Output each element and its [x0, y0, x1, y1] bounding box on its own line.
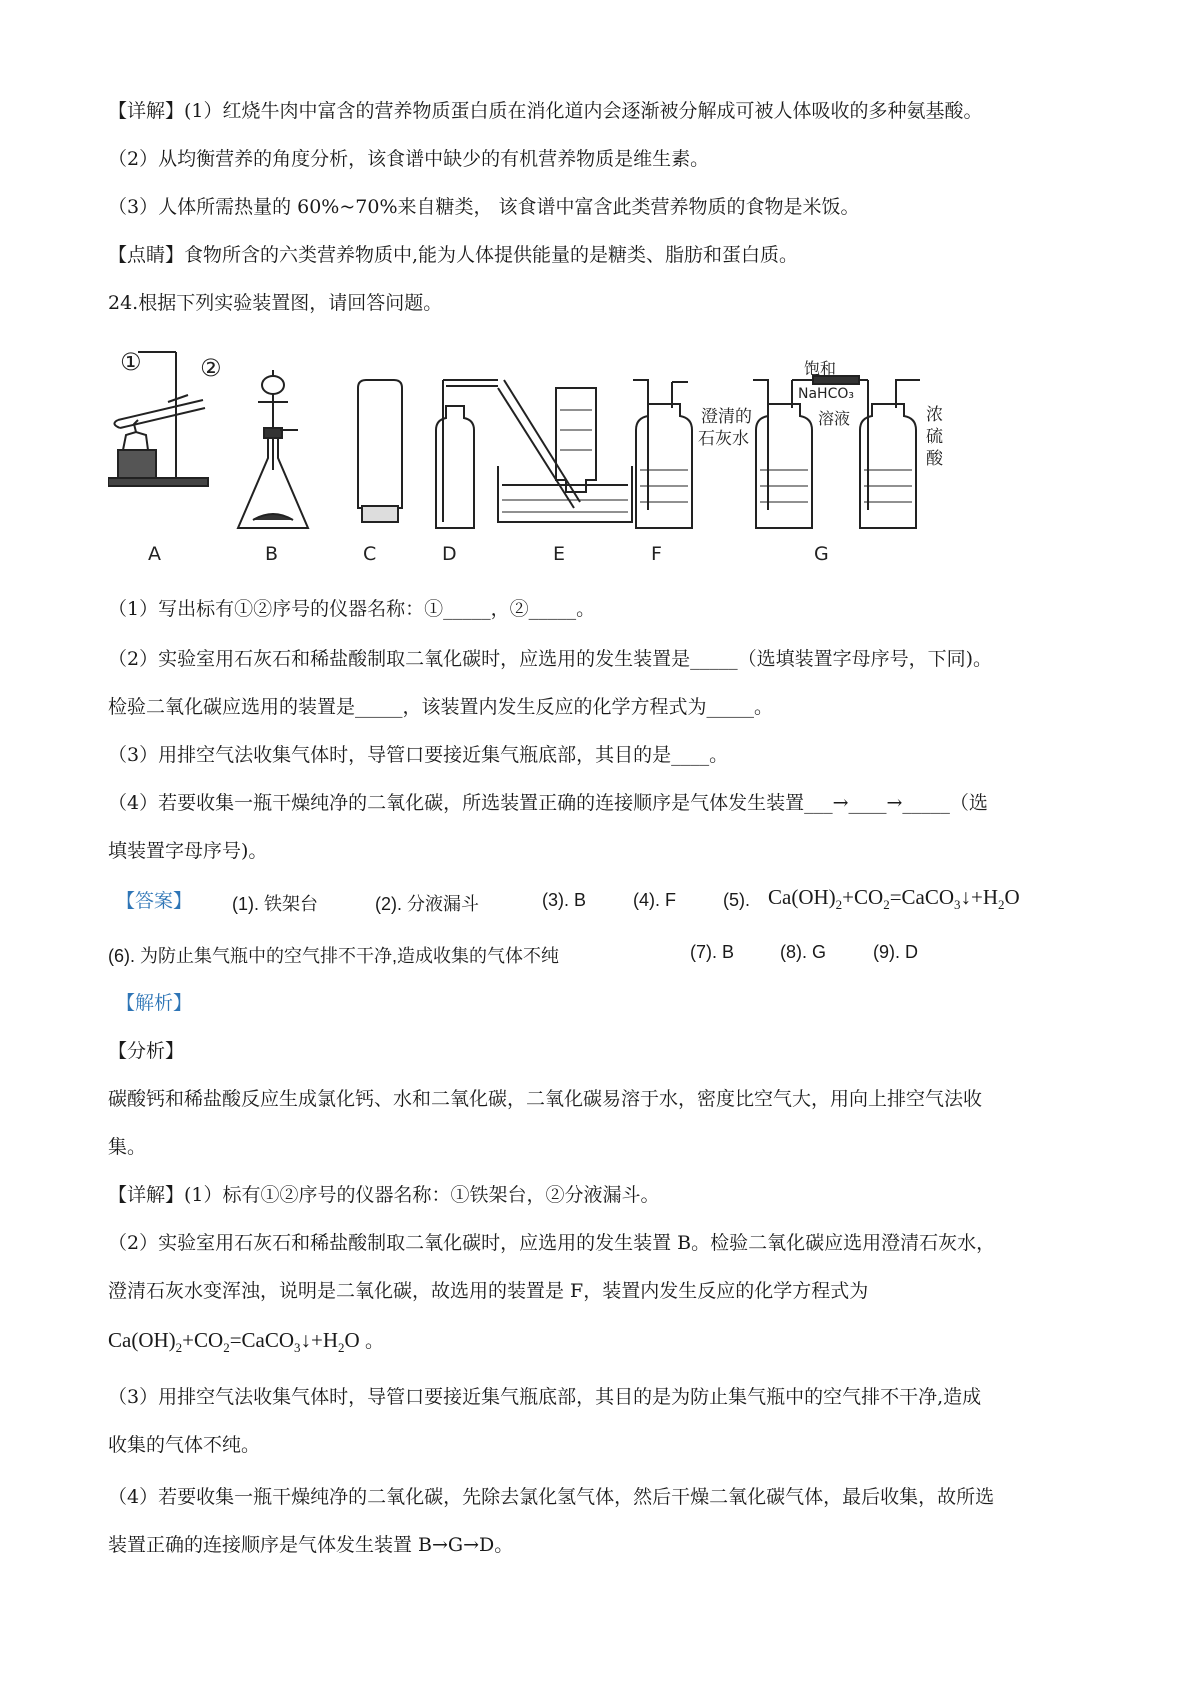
apparatus-e	[498, 380, 632, 522]
apparatus-f	[633, 380, 752, 528]
answer-8: (8). G	[780, 942, 827, 962]
answer-9: (9). D	[873, 942, 918, 962]
key-point: 【点睛】食物所含的六类营养物质中,能为人体提供能量的是糖类、脂肪和蛋白质。	[108, 244, 799, 266]
answer-2: (2). 分液漏斗	[375, 894, 480, 914]
detail-2: （2）从均衡营养的角度分析，该食谱中缺少的有机营养物质是维生素。	[108, 148, 710, 170]
label-c: C	[363, 543, 377, 565]
analysis-detail-2a: （2）实验室用石灰石和稀盐酸制取二氧化碳时，应选用的发生装置 B。检验二氧化碳应选用澄清石灰水，	[108, 1232, 996, 1254]
answer-7: (7). B	[690, 942, 735, 962]
nahco3-label-2: NaHCO₃	[798, 386, 854, 402]
equation-answer: $Ca(OH)_2+CO_2=CaCO_3↓+H_2O$	[768, 885, 1020, 913]
acid-label-2: 硫	[926, 427, 943, 447]
answer-5: (5).	[723, 890, 750, 910]
apparatus-figure	[108, 340, 1008, 570]
nahco3-label-3: 溶液	[818, 409, 851, 428]
answer-3: (3). B	[542, 890, 587, 910]
label-b: B	[265, 543, 279, 565]
sub-question-2b: 检验二氧化碳应选用的装置是_____，该装置内发生反应的化学方程式为_____。	[108, 696, 774, 718]
apparatus-d	[436, 380, 498, 528]
apparatus-b	[238, 370, 308, 528]
answer-1: (1). 铁架台	[232, 894, 319, 914]
acid-label-3: 酸	[926, 449, 943, 469]
marker-1: ①	[120, 348, 142, 376]
answer-tag: 【答案】	[116, 890, 193, 912]
marker-2: ②	[200, 354, 222, 382]
analysis-2: 集。	[108, 1136, 147, 1158]
analysis-detail-1: 【详解】(1）标有①②序号的仪器名称：①铁架台，②分液漏斗。	[108, 1184, 660, 1206]
label-e: E	[553, 543, 566, 565]
sub-question-2a: （2）实验室用石灰石和稀盐酸制取二氧化碳时，应选用的发生装置是_____（选填装置字母序号，下同)。	[108, 648, 993, 670]
sub-question-4b: 填装置字母序号)。	[108, 840, 268, 862]
acid-label-1: 浓	[926, 405, 943, 425]
limewater-label-2: 石灰水	[698, 429, 749, 449]
question-24-title: 24.根据下列实验装置图，请回答问题。	[108, 292, 443, 314]
label-a: A	[148, 543, 161, 565]
equation-analysis: $Ca(OH)_2+CO_2=CaCO_3↓+H_2O$ 。	[108, 1328, 384, 1356]
analysis-detail-2b: 澄清石灰水变浑浊，说明是二氧化碳，故选用的装置是 F，装置内发生反应的化学方程式为	[108, 1280, 869, 1302]
apparatus-c	[358, 380, 402, 522]
answer-4: (4). F	[633, 890, 676, 910]
apparatus-g	[753, 359, 944, 528]
analysis-detail-3a: （3）用排空气法收集气体时，导管口要接近集气瓶底部，其目的是为防止集气瓶中的空气排不干净,造成	[108, 1386, 982, 1408]
label-g: G	[814, 543, 829, 565]
answer-6: (6). 为防止集气瓶中的空气排不干净,造成收集的气体不纯	[108, 946, 559, 966]
sub-question-4a: （4）若要收集一瓶干燥纯净的二氧化碳，所选装置正确的连接顺序是气体发生装置___→____→_____（选	[108, 792, 988, 814]
analysis-detail-4b: 装置正确的连接顺序是气体发生装置 B→G→D。	[108, 1534, 514, 1556]
sub-question-1: （1）写出标有①②序号的仪器名称：①_____，②_____。	[108, 598, 596, 620]
label-d: D	[442, 543, 457, 565]
analysis-1: 碳酸钙和稀盐酸反应生成氯化钙、水和二氧化碳，二氧化碳易溶于水，密度比空气大，用向上排空气法收	[108, 1088, 983, 1110]
detail-3: （3）人体所需热量的 60%~70%来自糖类， 该食谱中富含此类营养物质的食物是米饭。	[108, 196, 860, 218]
label-f: F	[651, 543, 662, 565]
analysis-detail-4a: （4）若要收集一瓶干燥纯净的二氧化碳，先除去氯化氢气体，然后干燥二氧化碳气体，最后收集，故所选	[108, 1486, 995, 1508]
limewater-label-1: 澄清的	[701, 407, 752, 427]
sub-question-3: （3）用排空气法收集气体时，导管口要接近集气瓶底部，其目的是____。	[108, 744, 729, 766]
nahco3-label-1: 饱和	[804, 359, 837, 378]
analysis-tag: 【解析】	[116, 992, 193, 1014]
analysis-heading: 【分析】	[108, 1040, 185, 1062]
detail-1: 【详解】(1）红烧牛肉中富含的营养物质蛋白质在消化道内会逐渐被分解成可被人体吸收的多种氨基酸。	[108, 100, 983, 122]
analysis-detail-3b: 收集的气体不纯。	[108, 1434, 261, 1456]
